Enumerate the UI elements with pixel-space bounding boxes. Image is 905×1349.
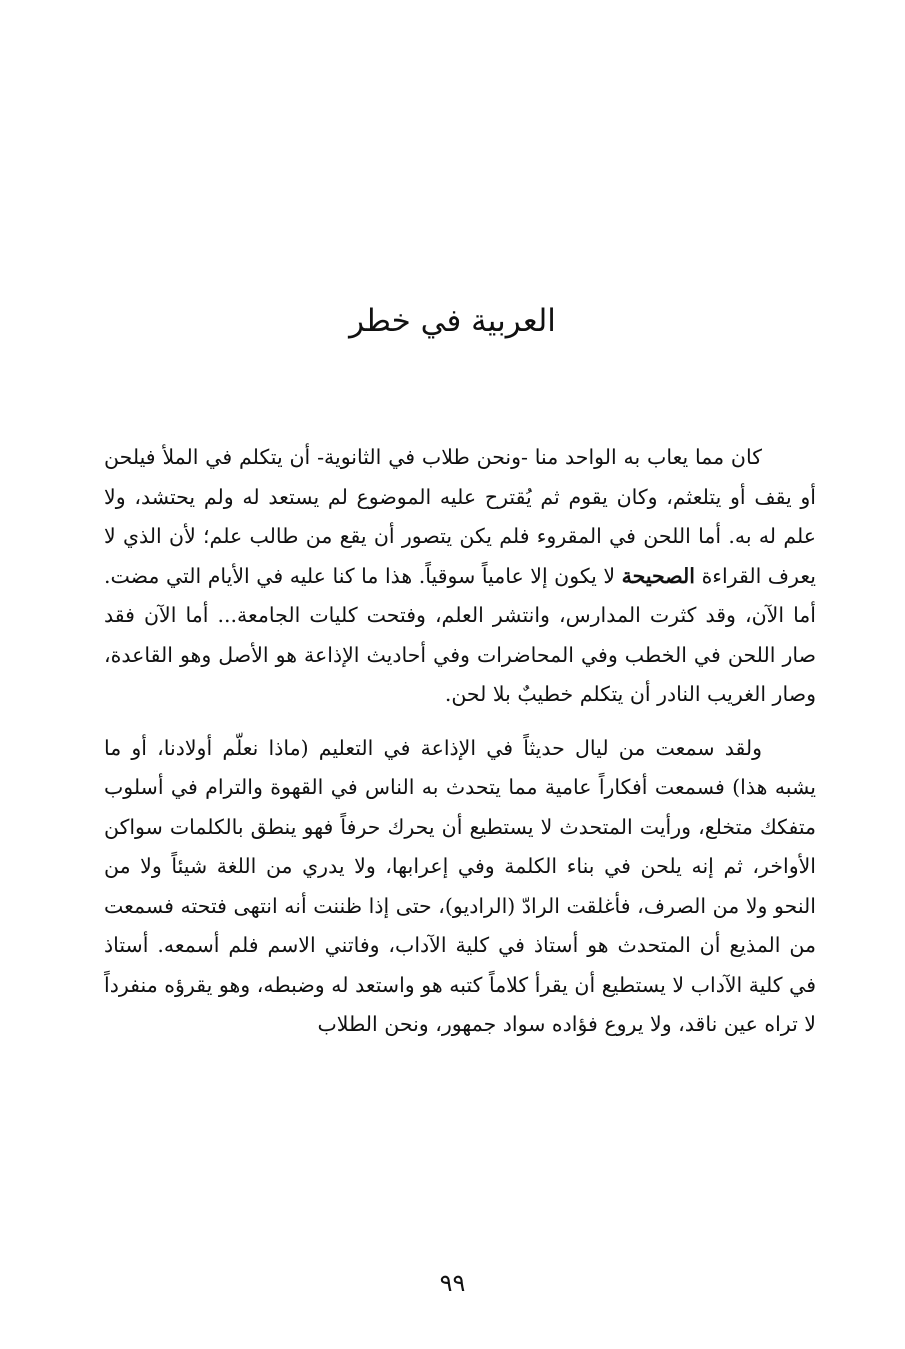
page-number: ٩٩: [439, 1269, 466, 1297]
body-text: [104, 438, 816, 1045]
paragraph-2: ولقد سمعت من ليال حديثاً في الإذاعة في التعليم (ماذا نعلّم أولادنا، أو ما يشبه هذا) فسمعت أفكاراً عامية مما يتحدث به الناس في القهوة والترام في أسلوب متفكك متخلع، ورأيت المتحدث لا يستطيع أن يحرك حرفاً فهو ينطق بالكلمات سواكن الأواخر، ثم إنه يلحن في بناء الكلمة وفي إعرابها، ولا يدري من اللغة شيئاً ولا من النحو ولا من الصرف، فأغلقت الرادّ (الراديو)، حتى إذا ظننت أنه انتهى فتحته فسمعت من المذيع أن المتحدث هو أستاذ في كلية الآداب، وفاتني الاسم فلم أسمعه. أستاذ في كلية الآداب لا يستطيع أن يقرأ كلاماً كتبه هو واستعد له وضبطه، وهو يقرؤه منفرداً لا تراه عين ناقد، ولا يروع فؤاده سواد جمهور، ونحن الطلاب: [104, 735, 816, 1036]
paragraph-1-text-after-bold: لا يكون إلا عامياً سوقياً. هذا ما كنا عليه في الأيام التي مضت. أما الآن، وقد كثرت المدارس، وانتشر العلم، وفتحت كليات الجامعة... أما الآن فقد صار اللحن في الخطب وفي المحاضرات وفي أحاديث الإذاعة هو الأصل وهو القاعدة، وصار الغريب النادر أن يتكلم خطيبٌ بلا لحن.: [104, 563, 816, 706]
paragraph-1: [104, 438, 816, 715]
chapter-title: العربية في خطر: [349, 303, 556, 339]
bold-word: الصحيحة: [621, 563, 696, 588]
paragraph-1-text-before-bold: كان مما يعاب به الواحد منا -ونحن طلاب في الثانوية- أن يتكلم في الملأ فيلحن أو يقف أو يتلعثم، وكان يقوم ثم يُقترح عليه الموضوع لم يستعد له ولم يحتشد، ولا علم له به. أما اللحن في المقروء فلم يكن يتصور أن يقع من طالب علم؛ لأن الذي لا يعرف القراءة: [104, 445, 816, 588]
